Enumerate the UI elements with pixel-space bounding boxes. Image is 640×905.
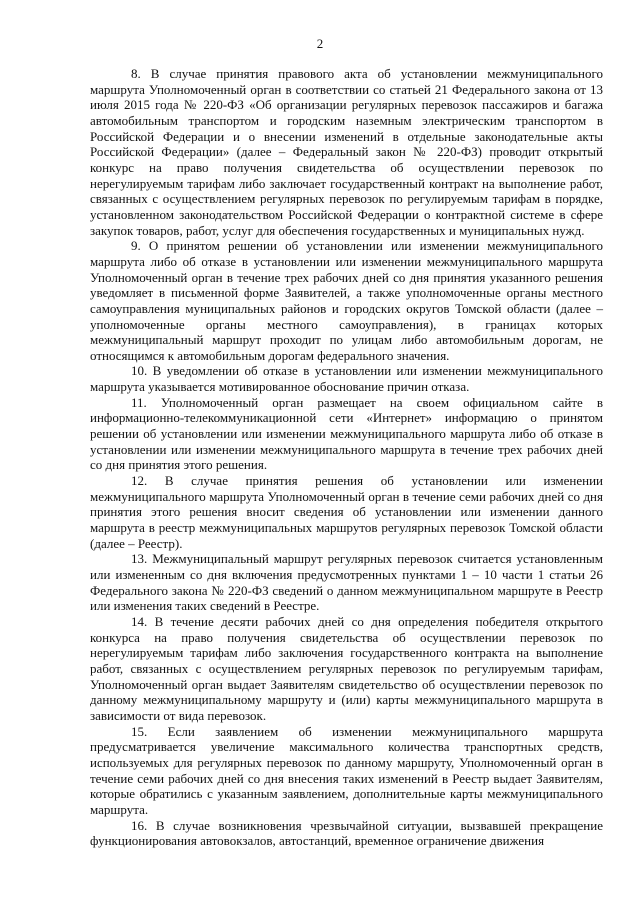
paragraph-13: 13. Межмуниципальный маршрут регулярных перевозок считается установленным или измененным со дня включения предусмотренных пунктами 1 – 10 части 1 статьи 26 Федерального закона № 220-ФЗ сведений о данном межмуниципальном маршруте в Реестр или изменения таких сведений в Реестре. [90,551,603,614]
page-number: 2 [316,36,324,51]
paragraph-9: 9. О принятом решении об установлении или изменении межмуниципального маршрута либо об отказе в установлении или изменении межмуниципального маршрута Уполномоченный орган в течение трех рабочих дней со дня принятия указанного решения уведомляет в письменной форме Заявителей, а также уполномоченные органы местного самоуправления муниципальных районов и городских округов Томской области (далее – уполномоченные органы местного самоуправления), в границах которых межмуниципальный маршрут проходит по улицам либо автомобильным дорогам, не относящимся к автомобильным дорогам федерального значения. [90,238,603,363]
paragraph-12: 12. В случае принятия решения об установлении или изменении межмуниципального маршрута Уполномоченный орган в течение семи рабочих дней со дня принятия этого решения вносит сведения об установлении или изменении данного маршрута в реестр межмуниципальных маршрутов регулярных перевозок Томской области (далее – Реестр). [90,473,603,551]
paragraph-11: 11. Уполномоченный орган размещает на своем официальном сайте в информационно-телекоммуникационной сети «Интернет» информацию о принятом решении об установлении или изменении межмуниципального маршрута либо об отказе в установлении или изменении межмуниципального маршрута в течение трех рабочих дней со дня принятия этого решения. [90,394,603,473]
paragraph-10: 10. В уведомлении об отказе в установлении или изменении межмуниципального маршрута указывается мотивированное обоснование причин отказа. [90,363,603,395]
paragraph-16: 16. В случае возникновения чрезвычайной ситуации, вызвавшей прекращение функционирования автовокзалов, автостанций, временное ограничение движения [90,817,603,849]
paragraph-14: 14. В течение десяти рабочих дней со дня определения победителя открытого конкурса на право получения свидетельства об осуществлении перевозок по нерегулируемым тарифам либо заключения государственного контракта на выполнение работ, связанных с осуществлением регулярных перевозок по регулируемым тарифам, Уполномоченный орган выдает Заявителям свидетельство об осуществлении перевозок по данному межмуниципальному маршруту и (или) карты межмуниципального маршрута в зависимости от вида перевозок. [90,613,603,723]
paragraph-8: 8. В случае принятия правового акта об установлении межмуниципального маршрута Уполномоченный орган в соответствии со статьей 21 Федерального закона от 13 июля 2015 года № 220-ФЗ «Об организации регулярных перевозок пассажиров и багажа автомобильным транспортом и городским наземным электрическим транспортом в Российской Федерации и о внесении изменений в отдельные законодательные акты Российской Федерации» (далее – Федеральный закон № 220-ФЗ) проводит открытый конкурс на право получения свидетельства об осуществлении перевозок по нерегулируемым тарифам либо заключает государственный контракт на выполнение работ, связанных с осуществлением регулярных перевозок по регулируемым тарифам в порядке, установленном законодательством Российской Федерации о контрактной системе в сфере закупок товаров, работ, услуг для обеспечения государственных и муниципальных нужд. [90,66,603,238]
document-body [90,66,603,849]
paragraph-15: 15. Если заявлением об изменении межмуниципального маршрута предусматривается увеличение максимального количества транспортных средств, используемых для регулярных перевозок по данному маршруту, Уполномоченный орган в течение семи рабочих дней со дня внесения таких изменений в Реестр выдает Заявителям, которые обратились с указанным заявлением, дополнительные карты межмуниципального маршрута. [90,723,603,817]
